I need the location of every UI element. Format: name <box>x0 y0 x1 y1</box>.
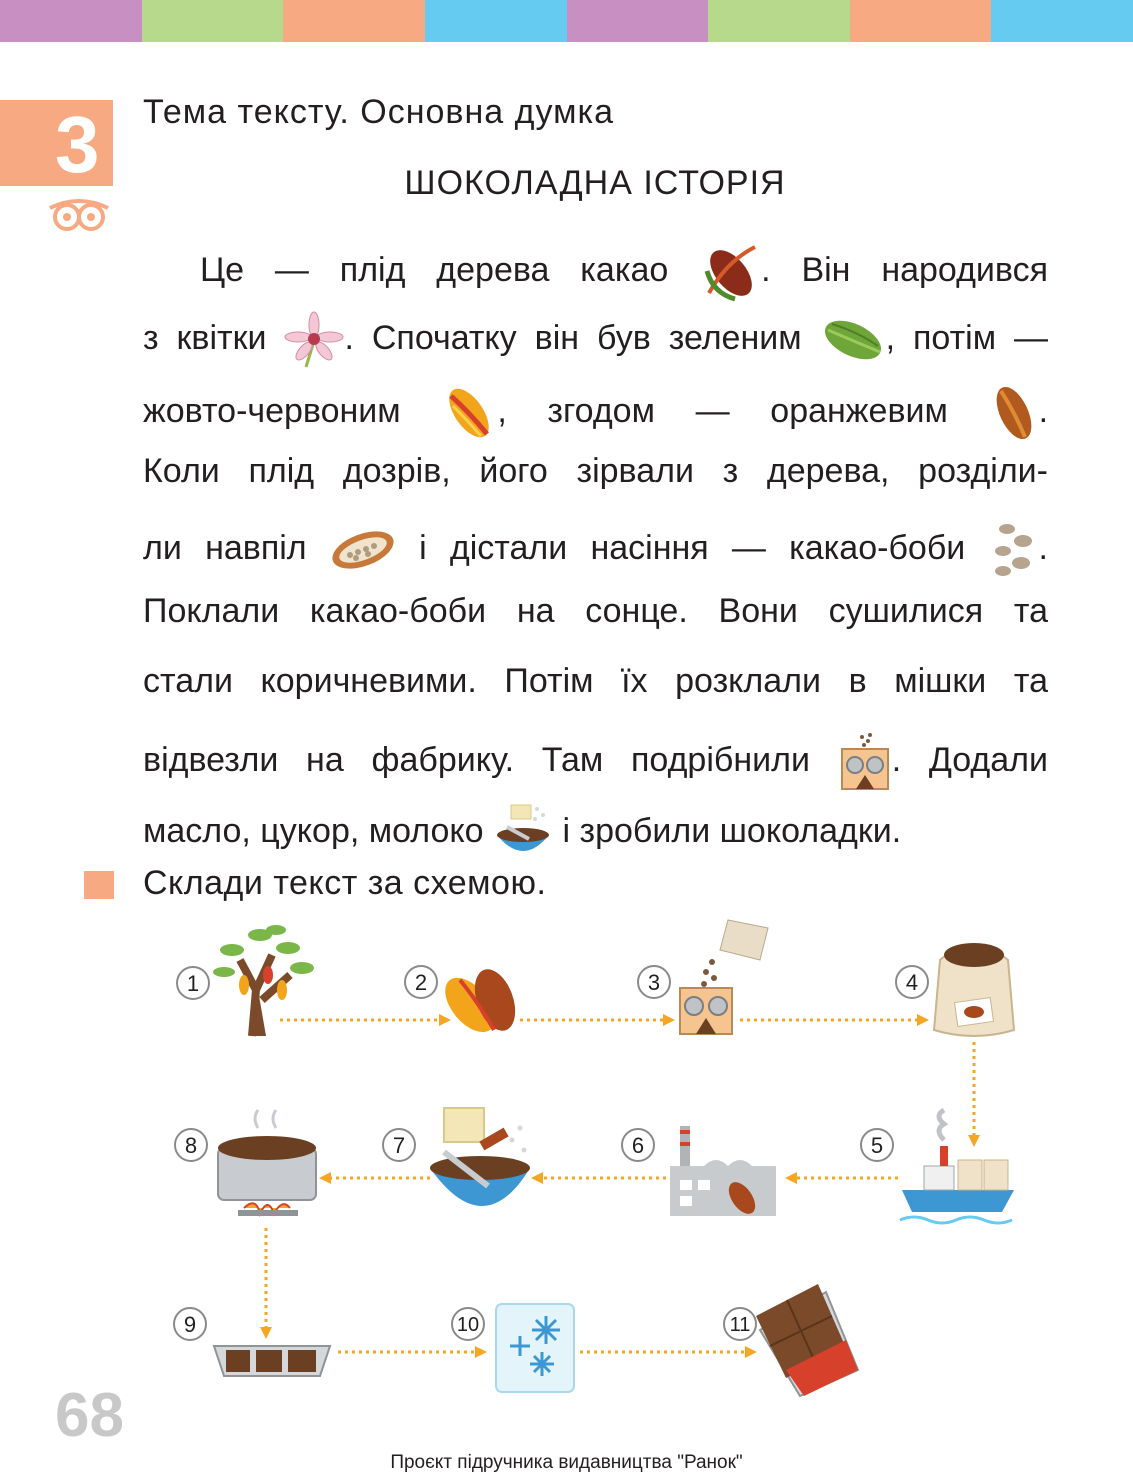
cargo-ship-icon <box>900 1110 1014 1223</box>
scheme-arrows <box>266 1020 974 1352</box>
step-9-badge <box>174 1308 206 1340</box>
page-number: 68 <box>55 1381 124 1450</box>
cocoa-sack-icon <box>934 943 1014 1036</box>
step-5-badge <box>861 1129 893 1161</box>
svg-text:10: 10 <box>456 1314 480 1336</box>
text-line-3: жовто-червоним , згодом — оранжевим . <box>143 381 1048 445</box>
text-line-5: ли навпіл і дістали насіння — какао-боби . <box>143 521 1048 579</box>
text-line-2: з квітки . Спочатку він був зеленим , потім — <box>143 311 1048 369</box>
grinder-icon <box>680 920 768 1034</box>
text-line-1: Це — плід дерева какао . Він народився <box>143 241 1048 303</box>
svg-text:6: 6 <box>631 1133 645 1158</box>
text-line-4: Коли плід дозрів, його зірвали з дерева, розділи- <box>143 452 1048 490</box>
cooking-pot-icon <box>218 1110 316 1216</box>
step-4-badge <box>896 966 928 998</box>
ingredients-bowl-icon <box>430 1108 530 1206</box>
svg-text:9: 9 <box>183 1312 197 1337</box>
step-2-badge <box>405 966 437 998</box>
svg-text:4: 4 <box>905 970 919 995</box>
step-8-badge <box>175 1129 207 1161</box>
text-line-8: відвезли на фабрику. Там подрібнили . Додали <box>143 731 1048 793</box>
step-11-badge <box>724 1308 756 1340</box>
svg-text:1: 1 <box>186 971 200 996</box>
story-title: ШОКОЛАДНА ІСТОРІЯ <box>404 164 786 202</box>
step-1-badge <box>177 967 209 999</box>
lesson-number: 3 <box>55 100 100 189</box>
footer-note: Проєкт підручника видавництва "Ранок" <box>390 1452 743 1473</box>
svg-text:8: 8 <box>184 1133 198 1158</box>
step-6-badge <box>622 1129 654 1161</box>
step-10-badge <box>452 1308 484 1340</box>
text-line-9: масло, цукор, молоко і зробили шоколадки. <box>143 801 1048 865</box>
svg-text:7: 7 <box>392 1133 406 1158</box>
step-7-badge <box>383 1129 415 1161</box>
task-instruction: Склади текст за схемою. <box>143 864 547 902</box>
svg-text:5: 5 <box>870 1133 884 1158</box>
text-line-7: стали коричневими. Потім їх розклали в мішки та <box>143 662 1048 700</box>
svg-text:3: 3 <box>647 970 661 995</box>
freezer-icon <box>496 1304 574 1392</box>
text-line-6: Поклали какао-боби на сонце. Вони сушилися та <box>143 592 1048 630</box>
svg-text:11: 11 <box>729 1314 751 1336</box>
step-3-badge <box>638 966 670 998</box>
topic-heading: Тема тексту. Основна думка <box>143 93 614 131</box>
factory-icon <box>670 1126 776 1218</box>
cocoa-tree-icon <box>213 925 314 1036</box>
chocolate-bar-icon <box>756 1284 858 1396</box>
cocoa-pods-icon <box>436 964 523 1041</box>
svg-text:2: 2 <box>414 970 428 995</box>
chocolate-mold-icon <box>214 1346 330 1376</box>
